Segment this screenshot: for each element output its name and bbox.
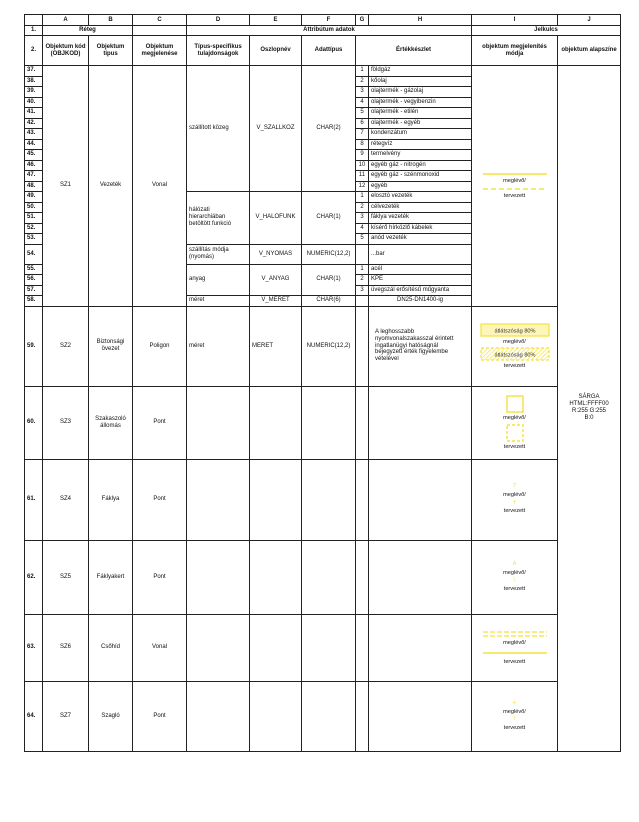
svg-text:átlátszóság 80%: átlátszóság 80% bbox=[493, 352, 536, 359]
col-letter: H bbox=[369, 15, 472, 26]
header-value-set: Értékkészlet bbox=[356, 36, 472, 66]
col-letter: I bbox=[472, 15, 558, 26]
type-cell: Fáklya bbox=[89, 459, 133, 540]
prop-cell: szállított közeg bbox=[187, 66, 250, 192]
type-cell: Fáklyakert bbox=[89, 540, 133, 614]
column-name-cell: V_MERET bbox=[250, 296, 302, 307]
table-row: 39. 3 olajtermék - gázolaj bbox=[25, 87, 621, 98]
table-row: 47. 11 egyéb gáz - szénmonoxid bbox=[25, 171, 621, 182]
table-row: 60. SZ3 Szakaszoló állomás Pont meglévő/ tervezett bbox=[25, 386, 621, 459]
planned-dashed-square-icon bbox=[506, 424, 524, 442]
header-column-name: Oszlopnév bbox=[250, 36, 302, 66]
prop-cell: anyag bbox=[187, 264, 250, 296]
objkod-cell: SZ4 bbox=[43, 459, 89, 540]
datatype-cell: NUMERIC(12,2) bbox=[302, 306, 356, 386]
shape-cell: Pont bbox=[133, 540, 187, 614]
table-row: 50. 2 célvezeték bbox=[25, 202, 621, 213]
shape-cell: Poligon bbox=[133, 306, 187, 386]
attribute-table bbox=[24, 14, 621, 752]
datatype-cell: NUMERIC(12,2) bbox=[302, 244, 356, 264]
flare-yard-planned-icon: \ bbox=[513, 577, 516, 583]
objkod-cell: SZ5 bbox=[43, 540, 89, 614]
table-row: 45. 9 termelvény bbox=[25, 150, 621, 161]
existing-square-icon bbox=[506, 395, 524, 413]
table-row: 51. 3 fáklya vezeték bbox=[25, 213, 621, 224]
header-display-mode: objektum megjelenítés módja bbox=[472, 36, 558, 66]
existing-line-icon bbox=[483, 172, 547, 176]
header-props: Típus-specifikus tulajdonságok bbox=[187, 36, 250, 66]
svg-text:átlátszóság 80%: átlátszóság 80% bbox=[493, 328, 536, 335]
table-row: 52. 4 kísérő hírközlő kábelek bbox=[25, 223, 621, 234]
col-letter: C bbox=[133, 15, 187, 26]
prop-cell: hálózati hierarchiában betöltött funkció bbox=[187, 192, 250, 245]
objkod-cell: SZ3 bbox=[43, 386, 89, 459]
planned-dashed-line-icon bbox=[483, 187, 547, 191]
table-row: 53. 5 anód vezeték bbox=[25, 234, 621, 245]
table-row: 63. SZ6 Csőhíd Vonal meglévő/ tervezett bbox=[25, 614, 621, 681]
legend-cell-sz5: A meglévő/ \ tervezett bbox=[472, 540, 558, 614]
table-row: 49. hálózati hierarchiában betöltött funkció V_HALOFUNK CHAR(1) 1 elosztó vezeték bbox=[25, 192, 621, 203]
prop-cell: szállítás módja (nyomás) bbox=[187, 244, 250, 264]
planned-buffer-zone-icon bbox=[480, 347, 550, 361]
type-cell: Szagló bbox=[89, 681, 133, 751]
legend-cell-sz7: + meglévő/ ! tervezett bbox=[472, 681, 558, 751]
col-letter: E bbox=[250, 15, 302, 26]
header-base-color: objektum alapszíne bbox=[558, 36, 621, 66]
table-row: 44. 8 rétegvíz bbox=[25, 139, 621, 150]
flare-existing-icon: 7 bbox=[512, 483, 517, 490]
col-letter: D bbox=[187, 15, 250, 26]
corner-cell bbox=[25, 15, 43, 26]
header-type: Objektum típus bbox=[89, 36, 133, 66]
existing-pipe-bridge-icon bbox=[483, 630, 547, 638]
row-number: 1. bbox=[25, 26, 43, 36]
table-row: 55. anyag V_ANYAG CHAR(1) 1 acél bbox=[25, 264, 621, 275]
col-letter: F bbox=[302, 15, 356, 26]
shape-cell: Vonal bbox=[133, 66, 187, 307]
datatype-cell: CHAR(1) bbox=[302, 192, 356, 245]
legend-cell-sz4: 7 meglévő/ f tervezett bbox=[472, 459, 558, 540]
shape-cell: Vonal bbox=[133, 614, 187, 681]
column-letter-row bbox=[25, 15, 621, 26]
attribute-table-sheet bbox=[24, 14, 620, 752]
flare-planned-icon: f bbox=[513, 499, 516, 506]
legend-cell-sz2: átlátszóság 80% meglévő/ átlátszóság 80% tervezett bbox=[472, 306, 558, 386]
table-row: 62. SZ5 Fáklyakert Pont A meglévő/ \ tervezett bbox=[25, 540, 621, 614]
table-row: 37. SZ1 Vezeték Vonal szállított közeg V_SZALLKOZ CHAR(2) 1 földgáz meglévő/ tervezett SÁRGA HTML:FFFF00 R:255 G:255 B:0 bbox=[25, 66, 621, 77]
planned-pipe-bridge-icon bbox=[483, 649, 547, 657]
table-row: 64. SZ7 Szagló Pont + meglévő/ ! tervezett bbox=[25, 681, 621, 751]
shape-cell: Pont bbox=[133, 386, 187, 459]
table-row: 54. szállítás módja (nyomás) V_NYOMAS NUMERIC(12,2) ...bar bbox=[25, 244, 621, 264]
table-row: 40. 4 olajtermék - vegyibenzin bbox=[25, 97, 621, 108]
odorizer-planned-icon: ! bbox=[513, 716, 516, 722]
type-cell: Vezeték bbox=[89, 66, 133, 307]
objkod-cell: SZ1 bbox=[43, 66, 89, 307]
objkod-cell: SZ6 bbox=[43, 614, 89, 681]
table-row: 41. 5 olajtermék - etilén bbox=[25, 108, 621, 119]
col-letter: J bbox=[558, 15, 621, 26]
shape-cell: Pont bbox=[133, 681, 187, 751]
table-row: 38. 2 kőolaj bbox=[25, 76, 621, 87]
column-name-cell: V_HALOFUNK bbox=[250, 192, 302, 245]
table-row: 59. SZ2 Biztonsági övezet Poligon méret MERET NUMERIC(12,2) A leghosszabb nyomvonalszakasszal érintett ingatlanügyi hatóságnál bejegyzett érték figyelembe vételével átlátszóság 80% meglévő/ átlátszóság 80% tervezett bbox=[25, 306, 621, 386]
header-datatype: Adattípus bbox=[302, 36, 356, 66]
existing-buffer-zone-icon bbox=[480, 323, 550, 337]
table-row: 57. 3 üvegszál erősítésű műgyanta bbox=[25, 285, 621, 296]
value-description: A leghosszabb nyomvonalszakasszal érintett ingatlanügyi hatóságnál bejegyzett érték figyelembe vételével bbox=[369, 306, 472, 386]
table-row: 61. SZ4 Fáklya Pont 7 meglévő/ f tervezett bbox=[25, 459, 621, 540]
datatype-cell: CHAR(2) bbox=[302, 66, 356, 192]
flare-yard-existing-icon: A bbox=[512, 560, 517, 567]
type-cell: Csőhíd bbox=[89, 614, 133, 681]
legend-cell-sz3: meglévő/ tervezett bbox=[472, 386, 558, 459]
table-row: 43. 7 kondenzátum bbox=[25, 129, 621, 140]
objkod-cell: SZ2 bbox=[43, 306, 89, 386]
datatype-cell: CHAR(6) bbox=[302, 296, 356, 307]
header-objkod: Objektum kód (OBJKOD) bbox=[43, 36, 89, 66]
column-name-cell: V_SZALLKOZ bbox=[250, 66, 302, 192]
group-header-reteg: Réteg bbox=[43, 26, 133, 36]
column-name-cell: V_ANYAG bbox=[250, 264, 302, 296]
row-number: 2. bbox=[25, 36, 43, 66]
table-row: 56. 2 KPE bbox=[25, 275, 621, 286]
type-cell: Biztonsági övezet bbox=[89, 306, 133, 386]
sub-header-row bbox=[25, 36, 621, 66]
table-row: 46. 10 egyéb gáz - nitrogén bbox=[25, 160, 621, 171]
group-header-row bbox=[25, 26, 621, 36]
legend-cell-sz1: meglévő/ tervezett bbox=[472, 66, 558, 307]
objkod-cell: SZ7 bbox=[43, 681, 89, 751]
group-header-attributes: Attribútum adatok bbox=[187, 26, 472, 36]
table-row: 42. 6 olajtermék - egyéb bbox=[25, 118, 621, 129]
odorizer-existing-icon: + bbox=[512, 699, 517, 706]
table-row: 58. méret V_MERET CHAR(6) DN25-DN1400-ig bbox=[25, 296, 621, 307]
col-letter: G bbox=[356, 15, 369, 26]
column-name-cell: V_NYOMAS bbox=[250, 244, 302, 264]
col-letter: B bbox=[89, 15, 133, 26]
base-color-cell: SÁRGA HTML:FFFF00 R:255 G:255 B:0 bbox=[558, 66, 621, 752]
prop-cell: méret bbox=[187, 296, 250, 307]
group-header-jelkulcs: Jelkulcs bbox=[472, 26, 621, 36]
table-row: 48. 12 egyéb bbox=[25, 181, 621, 192]
datatype-cell: CHAR(1) bbox=[302, 264, 356, 296]
col-letter: A bbox=[43, 15, 89, 26]
prop-cell: méret bbox=[187, 306, 250, 386]
type-cell: Szakaszoló állomás bbox=[89, 386, 133, 459]
column-name-cell: MERET bbox=[250, 306, 302, 386]
shape-cell: Pont bbox=[133, 459, 187, 540]
header-appearance: Objektum megjelenése bbox=[133, 36, 187, 66]
legend-cell-sz6: meglévő/ tervezett bbox=[472, 614, 558, 681]
